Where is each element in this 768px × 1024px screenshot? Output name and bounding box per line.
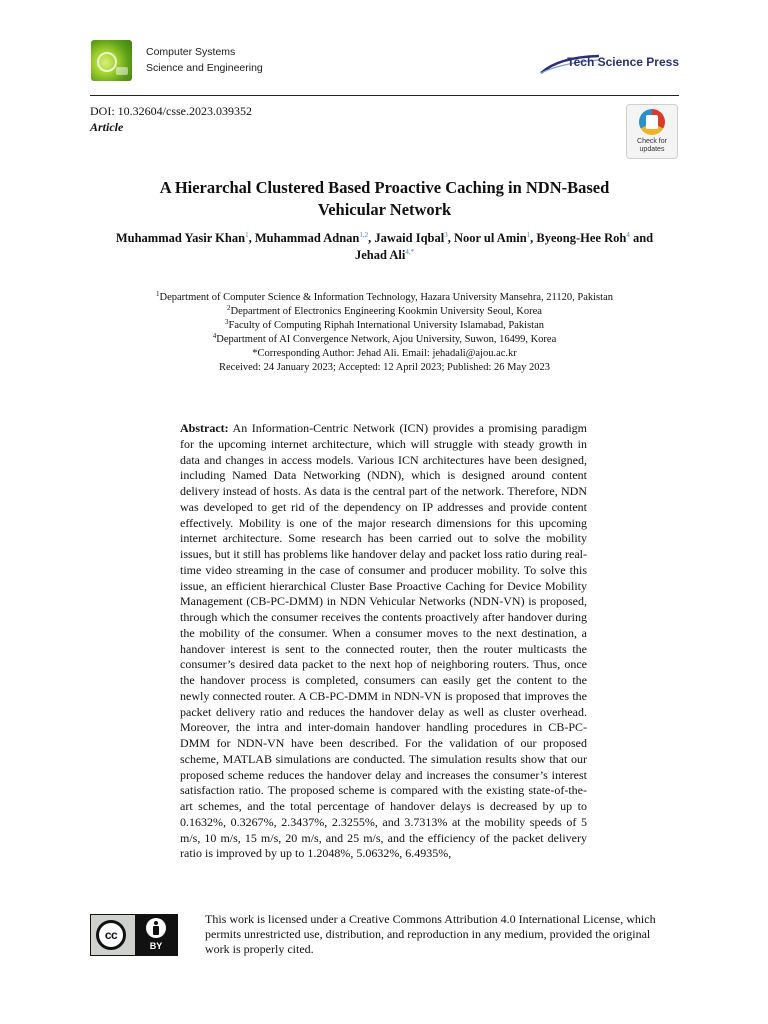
affiliation-number: 2 [227,304,231,312]
affiliation-text: Department of Electronics Engineering Kookmin University Seoul, Korea [230,306,542,317]
author-name: Byeong-Hee Roh [536,231,627,245]
journal-name-line2: Science and Engineering [146,62,263,74]
affiliation-text: Department of Computer Science & Information Technology, Hazara University Mansehra, 21120, Pakistan [159,292,613,303]
author-affiliation-ref[interactable]: 1 [245,231,249,239]
author-separator: and [632,231,654,245]
author-list [90,230,679,264]
journal-name-line1: Computer Systems [146,46,236,58]
author-separator: , [530,231,534,245]
affiliation-number: 4 [212,332,217,340]
person-icon [146,918,166,938]
author-line2 [90,247,679,264]
cc-by-license-badge[interactable] [90,914,178,956]
by-label: BY [149,941,163,951]
affiliation-item [90,333,679,347]
author-line1 [90,230,679,247]
affiliation-item [90,305,679,319]
paper-title [90,177,679,221]
paper-title-line2: Vehicular Network [317,200,452,219]
affiliation-text: Department of AI Convergence Network, Ajou University, Suwon, 16499, Korea [216,334,557,345]
affiliation-number: 1 [156,290,160,298]
journal-name [146,44,263,76]
affiliation-item [90,319,679,333]
article-type: Article [90,120,124,134]
check-for-updates-label: Check for updates [637,138,667,153]
abstract [180,421,587,862]
license-text: This work is licensed under a Creative Commons Attribution 4.0 International License, which permits unrestricted use, distribution, and reproduction in any medium, provided the original work is properly cited. [205,912,656,956]
author-name: Jawaid Iqbal [374,231,445,245]
check-for-updates-button[interactable] [626,104,678,159]
author-affiliation-ref[interactable]: 1,2 [359,231,369,239]
creative-commons-icon: cc [96,920,126,950]
author-name: Muhammad Yasir Khan [115,231,246,245]
doi[interactable]: DOI: 10.32604/csse.2023.039352 [90,104,252,118]
author-separator: , [447,231,451,245]
journal-logo [91,40,132,81]
author-name: Jehad Ali [354,248,406,262]
corresponding-author: *Corresponding Author: Jehad Ali. Email: jehadali@ajou.ac.kr [252,348,517,359]
affiliations [90,291,679,375]
author-affiliation-ref[interactable]: 4 [626,231,630,239]
affiliation-item [90,291,679,305]
author-affiliation-ref[interactable]: 3 [444,231,448,239]
attribution-panel [135,915,177,955]
affiliation-number: 3 [224,318,229,326]
author-affiliation-ref[interactable]: 4,* [405,248,415,256]
header-divider [90,95,679,96]
abstract-label: Abstract: [180,421,229,435]
affiliation-text: Faculty of Computing Riphah International University Islamabad, Pakistan [228,320,545,331]
paper-title-line1: A Hierarchal Clustered Based Proactive Caching in NDN-Based [159,178,610,197]
author-separator: , [368,231,372,245]
publisher-name: Tech Science Press [567,55,679,69]
bookmark-icon [639,109,665,135]
author-separator: , [248,231,252,245]
author-name: Noor ul Amin [453,231,527,245]
publication-dates: Received: 24 January 2023; Accepted: 12 April 2023; Published: 26 May 2023 [219,362,550,373]
publisher-logo [539,51,679,77]
author-affiliation-ref[interactable]: 1 [526,231,531,239]
author-name: Muhammad Adnan [254,231,360,245]
abstract-text: An Information-Centric Network (ICN) provides a promising paradigm for the upcoming internet architecture, which will struggle with steady growth in data and changes in access models. Various ICN architectures have been designed, including Named Data Networking (NDN), which is designed around content delivery instead of hosts. As data is the central part of the network. Therefore, NDN was developed to get rid of the dependency on IP addresses and provide content effectively. Mobility is one of the major research dimensions for this upcoming internet architecture. Some research has been carried out to solve the mobility issues, but it still has problems like handover delay and packet loss ratio during real-time video streaming in the case of consumer and producer mobility. To solve this issue, an efficient hierarchical Cluster Base Proactive Caching for Device Mobility Management (CB-PC-DMM) in NDN Vehicular Networks (NDN-VN) is proposed, through which the consumer receives the contents proactively after handover during the mobility of the consumer. When a consumer moves to the next destination, a handover interest is sent to the connected router, then the router multicasts the consumer’s desired data packet to the next hop of neighboring routers. Thus, once the handover process is completed, consumers can easily get the content to the newly connected router. A CB-PC-DMM in NDN-VN is proposed that improves the packet delivery ratio and reduces the handover delay as well as cluster overhead. Moreover, the intra and inter-domain handover handling procedures in CB-PC-DMM for NDN-VN have been described. For the validation of our proposed scheme, MATLAB simulations are conducted. The simulation results show that our proposed scheme reduces the handover delay and increases the consumer’s interest satisfaction ratio. The proposed scheme is compared with the existing state-of-the-art schemes, and the total percentage of handover delays is decreased by up to 0.1632%, 0.3267%, 2.3437%, 2.3255%, and 3.7313% at the mobility speeds of 5 m/s, 10 m/s, 15 m/s, 20 m/s, and 25 m/s, and the efficiency of the packet delivery ratio is improved by up to 1.2048%, 5.0632%, 6.4935%, [180,421,587,861]
